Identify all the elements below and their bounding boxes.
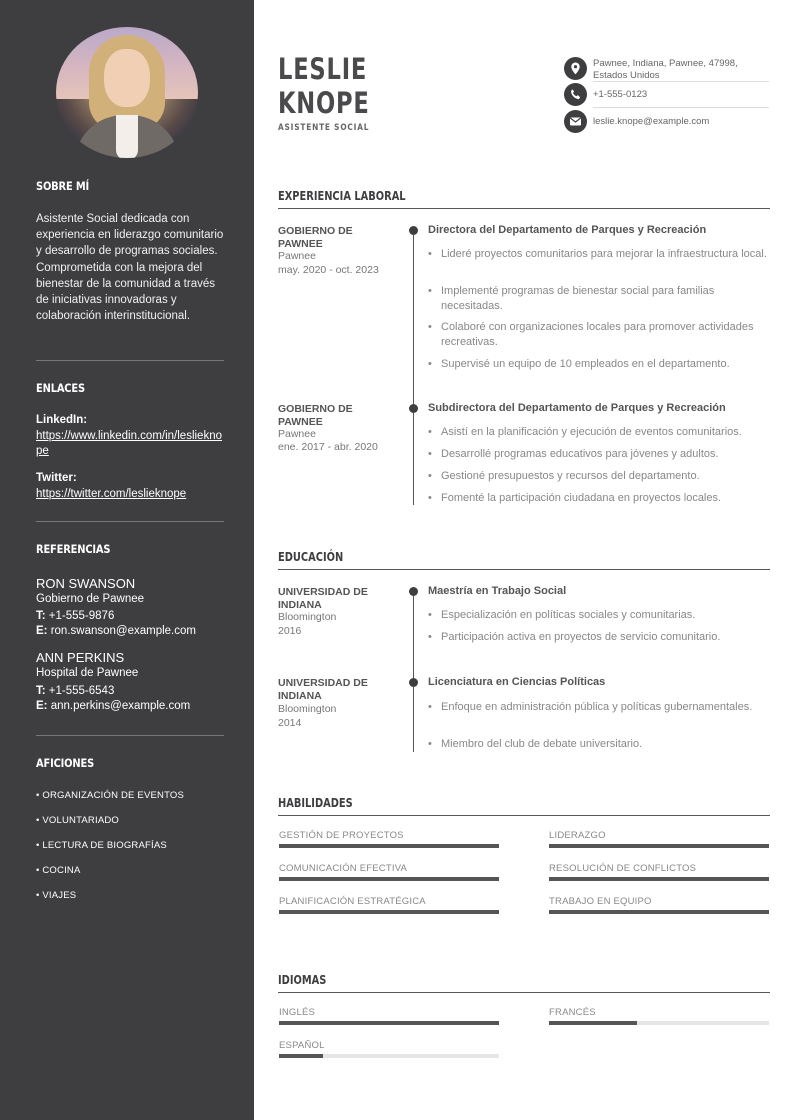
- reference-email: E: ann.perkins@example.com: [36, 700, 191, 712]
- hobby-item: • VIAJES: [36, 890, 77, 901]
- twitter-link[interactable]: https://twitter.com/leslieknope: [36, 488, 187, 500]
- reference-phone: T: +1-555-6543: [36, 685, 115, 697]
- language-bar: [279, 1021, 499, 1025]
- hobby-item: • ORGANIZACIÓN DE EVENTOS: [36, 790, 185, 801]
- languages-heading: IDIOMAS: [278, 973, 327, 987]
- email-address[interactable]: leslie.knope@example.com: [593, 116, 710, 127]
- section-divider: [278, 992, 770, 993]
- sidebar: [0, 0, 254, 1120]
- bullet-item: • Lideré proyectos comunitarios para mejorar la infraestructura local.: [441, 247, 771, 262]
- bullet-item: • Enfoque en administración pública y políticas gubernamentales.: [441, 700, 771, 715]
- job-location: Pawnee: [278, 250, 316, 262]
- section-divider: [278, 815, 770, 816]
- language-bar: [279, 1054, 499, 1058]
- divider: [36, 360, 224, 361]
- skill-bar: [279, 910, 499, 914]
- address: Pawnee, Indiana, Pawnee, 47998, Estados Unidos: [593, 58, 738, 81]
- job-dates: may. 2020 - oct. 2023: [278, 264, 379, 276]
- first-name: LESLIE: [278, 52, 368, 86]
- about-text: Asistente Social dedicada con experiencia en liderazgo comunitario y desarrollo de programas sociales. Comprometida con la mejora del bienestar de la comunidad a través de iniciativas innovadoras y colaboración interinstitucional.: [36, 213, 224, 323]
- bullet-item: • Fomenté la participación ciudadana en proyectos locales.: [441, 491, 771, 506]
- hobby-item: • VOLUNTARIADO: [36, 815, 120, 826]
- last-name: KNOPE: [278, 86, 370, 120]
- hobby-item: • COCINA: [36, 865, 81, 876]
- timeline-dot: [409, 587, 418, 596]
- timeline-dot: [409, 678, 418, 687]
- bullet-item: • Colaboré con organizaciones locales para promover actividades recreativas.: [441, 320, 771, 350]
- job-role: ASISTENTE SOCIAL: [278, 123, 370, 133]
- institution: UNIVERSIDAD DE INDIANA: [278, 677, 368, 702]
- linkedin-label: LinkedIn:: [36, 414, 88, 426]
- linkedin-link[interactable]: https://www.linkedin.com/in/leslieknope: [36, 430, 222, 457]
- phone-number: +1-555-0123: [593, 89, 648, 100]
- education-location: Bloomington: [278, 703, 337, 715]
- employer: GOBIERNO DE PAWNEE: [278, 225, 353, 250]
- hobby-item: • LECTURA DE BIOGRAFÍAS: [36, 840, 167, 851]
- institution: UNIVERSIDAD DE INDIANA: [278, 586, 368, 611]
- skill-label: LIDERAZGO: [549, 830, 606, 841]
- skill-bar: [279, 844, 499, 848]
- reference-phone: T: +1-555-9876: [36, 610, 115, 622]
- email-icon: [564, 110, 587, 133]
- section-divider: [278, 569, 770, 570]
- skill-label: RESOLUCIÓN DE CONFLICTOS: [549, 863, 697, 874]
- language-label: FRANCÉS: [549, 1007, 596, 1018]
- job-title: Directora del Departamento de Parques y Recreación: [428, 224, 707, 236]
- skill-label: PLANIFICACIÓN ESTRATÉGICA: [279, 896, 426, 907]
- links-heading: ENLACES: [36, 381, 85, 395]
- timeline-line: [413, 591, 414, 752]
- degree-title: Licenciatura en Ciencias Políticas: [428, 676, 606, 688]
- job-location: Pawnee: [278, 428, 316, 440]
- reference-org: Gobierno de Pawnee: [36, 593, 145, 605]
- bullet-item: • Especialización en políticas sociales y comunitarias.: [441, 608, 771, 623]
- reference-email: E: ron.swanson@example.com: [36, 625, 196, 637]
- timeline-line: [413, 230, 414, 505]
- reference-name: ANN PERKINS: [36, 650, 125, 665]
- skill-bar: [549, 877, 769, 881]
- skill-label: GESTIÓN DE PROYECTOS: [279, 830, 404, 841]
- skill-bar: [279, 877, 499, 881]
- language-bar: [549, 1021, 769, 1025]
- language-label: ESPAÑOL: [279, 1040, 325, 1051]
- about-heading: SOBRE MÍ: [36, 179, 90, 193]
- education-heading: EDUCACIÓN: [278, 550, 344, 564]
- bullet-item: • Implementé programas de bienestar social para familias necesitadas.: [441, 284, 771, 314]
- divider: [593, 107, 769, 108]
- divider: [593, 81, 769, 82]
- bullet-item: • Gestioné presupuestos y recursos del departamento.: [441, 469, 771, 484]
- bullet-item: • Desarrollé programas educativos para jóvenes y adultos.: [441, 447, 771, 462]
- reference-org: Hospital de Pawnee: [36, 667, 139, 679]
- bullet-item: • Miembro del club de debate universitario.: [441, 737, 771, 752]
- employer: GOBIERNO DE PAWNEE: [278, 403, 353, 428]
- reference-name: RON SWANSON: [36, 576, 136, 591]
- degree-title: Maestría en Trabajo Social: [428, 585, 567, 597]
- hobbies-heading: AFICIONES: [36, 756, 95, 770]
- education-dates: 2016: [278, 625, 302, 637]
- section-divider: [278, 208, 770, 209]
- skill-label: TRABAJO EN EQUIPO: [549, 896, 652, 907]
- bullet-item: • Participación activa en proyectos de servicio comunitario.: [441, 630, 771, 645]
- twitter-label: Twitter:: [36, 472, 77, 484]
- job-dates: ene. 2017 - abr. 2020: [278, 441, 378, 453]
- phone-icon: [564, 83, 587, 106]
- location-icon: [564, 57, 587, 80]
- language-label: INGLÉS: [279, 1007, 316, 1018]
- skills-heading: HABILIDADES: [278, 796, 353, 810]
- experience-heading: EXPERIENCIA LABORAL: [278, 189, 406, 203]
- bullet-item: • Supervisé un equipo de 10 empleados en el departamento.: [441, 357, 771, 372]
- timeline-dot: [409, 404, 418, 413]
- profile-photo: [56, 27, 198, 158]
- skill-label: COMUNICACIÓN EFECTIVA: [279, 863, 408, 874]
- skill-bar: [549, 844, 769, 848]
- divider: [36, 521, 224, 522]
- job-title: Subdirectora del Departamento de Parques y Recreación: [428, 402, 726, 414]
- skill-bar: [549, 910, 769, 914]
- references-heading: REFERENCIAS: [36, 542, 111, 556]
- bullet-item: • Asistí en la planificación y ejecución de eventos comunitarios.: [441, 425, 771, 440]
- education-location: Bloomington: [278, 611, 337, 623]
- timeline-dot: [409, 226, 418, 235]
- divider: [36, 735, 224, 736]
- education-dates: 2014: [278, 717, 302, 729]
